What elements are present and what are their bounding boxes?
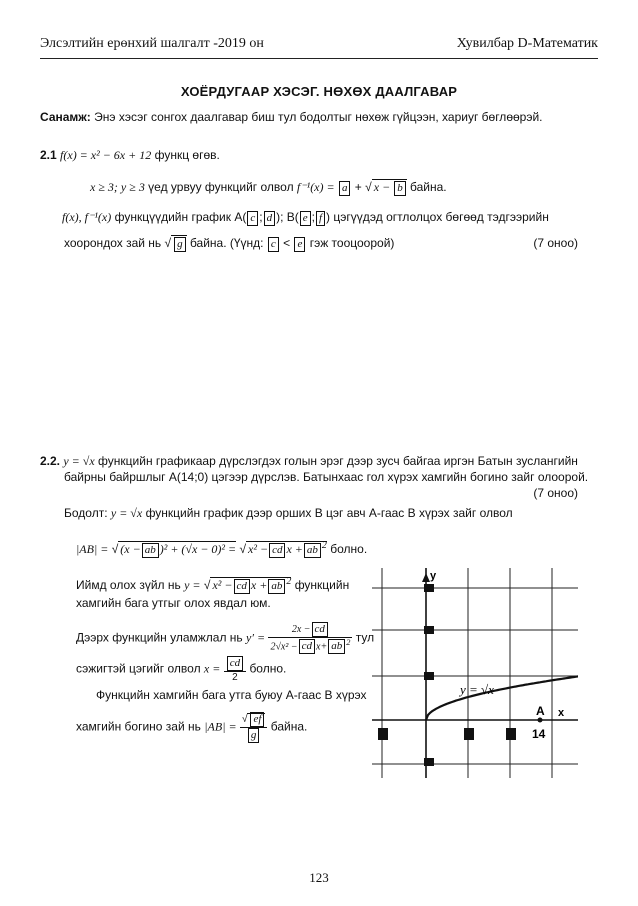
p22-line1: [40, 454, 578, 469]
p21-line3-fx: f(x), f⁻¹(x): [62, 210, 112, 224]
p22-l3-den-text: 2√x² −: [270, 641, 298, 653]
p22-ab-part2: )² + (√x − 0)² =: [159, 542, 237, 556]
answer-box-ef: ef: [250, 712, 264, 727]
sqrt-sign-l1: √: [203, 578, 211, 592]
p21-func-suffix: функц өгөв.: [154, 148, 220, 162]
p22-l6-den: [240, 728, 267, 743]
answer-box-cd2: cd: [234, 579, 250, 594]
p21-line4-lt: <: [283, 236, 291, 250]
graph-grid: [372, 568, 578, 778]
label-14: 14: [532, 727, 546, 741]
sqrt-curve: [426, 676, 578, 720]
p22-ab-part3: x² −: [248, 542, 269, 556]
p21-line3-text: функцүүдийн график A(: [114, 210, 247, 224]
p21-sqrt-body: [372, 179, 407, 194]
p21-line3: f(x), f⁻¹(x) функцүүдийн график A( c ; d ); B( e ; f ) цэгүүдэд огтлолцох бөгөөд тэдгээрийн: [62, 210, 549, 224]
tick-blocks: [378, 584, 516, 766]
p21-sqrt-text: x −: [373, 180, 391, 194]
p21-sqrt-g: [171, 235, 187, 250]
p22-l6-ab: |AB| =: [204, 719, 237, 734]
p22-l6-text: хамгийн богино зай нь: [76, 719, 201, 734]
label-x: x: [558, 707, 565, 719]
answer-box-ab3: ab: [268, 579, 285, 594]
y-axis-arrow: [422, 573, 430, 582]
p22-ab-lhs: |AB| =: [76, 542, 109, 556]
sqrt-sign-ab2: √: [239, 542, 247, 556]
p22-ab-sqrt2: x² − cd x + ab $^2$: [248, 540, 327, 556]
tick-y4: [424, 758, 434, 766]
p21-cond-text: үед урвуу функцийг олвол: [148, 180, 294, 194]
answer-box-cd4: cd: [299, 639, 315, 654]
p22-ab-part5: болно.: [330, 542, 368, 556]
p21-line4-text: хоорондох зай нь: [64, 236, 162, 250]
p22-ab-part1: (x −: [120, 542, 141, 556]
answer-box-e2: e: [294, 237, 305, 252]
p22-l6-frac: [240, 712, 267, 743]
header-right: Хувилбар D-Математик: [456, 36, 598, 51]
p22-l3-frac: [268, 622, 352, 654]
p22-l4-text: сэжигтэй цэгийг олвол: [76, 661, 201, 676]
p22-l5: Функцийн хамгийн бага утга буюу A-гаас B хүрэх: [96, 688, 367, 702]
p22-l4-frac: [224, 656, 246, 683]
p21-inv: f⁻¹(x) =: [296, 180, 335, 194]
answer-box-g: g: [174, 237, 186, 252]
answer-box-b: b: [394, 181, 406, 196]
p22-y-eq: y = √x: [63, 454, 95, 468]
answer-box-ab4: ab: [328, 639, 345, 654]
tick-y1: [424, 584, 434, 592]
p22-l1: [76, 576, 349, 594]
p21-plus: +: [354, 180, 362, 194]
p21-func: f(x) = x² − 6x + 12: [60, 148, 152, 162]
answer-box-ab2: ab: [304, 543, 321, 558]
answer-box-ab: ab: [142, 543, 159, 558]
tick-x1: [378, 728, 388, 740]
p22-l4-tail: болно.: [249, 661, 287, 676]
label-A: A: [536, 704, 545, 718]
answer-box-d: d: [264, 211, 276, 226]
tick-x3: [506, 728, 516, 740]
tick-y2: [424, 626, 434, 634]
p21-line4: [64, 236, 394, 252]
answer-box-cd3: cd: [312, 622, 328, 637]
p22-l4-x: x =: [203, 661, 221, 676]
p22-ab-part4: x +: [286, 542, 303, 556]
tick-x2: [464, 728, 474, 740]
p21-points: (7 оноо): [533, 236, 578, 250]
p22-l3-y: y′ =: [246, 630, 266, 645]
p22-line2: байрны байршлыг A(14;0) цэгээр дүрслэв. Батынхаас гол хүрэх хамгийн богино зайг олоорой.: [64, 470, 589, 484]
p22-l1-x2: x² −: [212, 578, 233, 592]
p22-l3: [76, 622, 374, 654]
answer-box-a: a: [339, 181, 351, 196]
p21-line4-tail: гэж тооцоорой): [309, 236, 395, 250]
p22-ab-sqrt1: [118, 541, 236, 556]
p22-l4-den: 2: [232, 672, 238, 683]
p21-line2: [90, 180, 447, 196]
p22-l1-tail: функцийн: [294, 578, 350, 592]
p22-l4-num: [224, 656, 246, 672]
p22-number: 2.2.: [40, 454, 61, 468]
point-A: [538, 718, 543, 723]
p22-l3-den: 2√x² − cd x+ ab $^2$: [270, 638, 351, 653]
answer-box-g2: g: [248, 728, 260, 743]
answer-box-e: e: [300, 211, 311, 226]
p22-l1-text: Иймд олох зүйл нь: [76, 578, 181, 592]
sqrt-sign-ab1: √: [111, 542, 119, 556]
p21-number: 2.1: [40, 148, 57, 162]
label-y: y: [430, 570, 437, 582]
p21-suffix1: байна.: [410, 180, 447, 194]
p22-l6: [76, 712, 307, 743]
p22-l3-tail: тул: [355, 630, 375, 645]
section-title: ХОЁРДУГААР ХЭСЭГ. НӨХӨХ ДААЛГАВАР: [180, 84, 458, 99]
note: [40, 110, 543, 124]
sqrt-sign-g: √: [164, 236, 172, 250]
p22-l3-num-text: 2x −: [291, 624, 311, 635]
answer-box-cd5: cd: [227, 656, 243, 671]
answer-box-c: c: [247, 211, 258, 226]
answer-box-c2: c: [268, 237, 279, 252]
p22-sol-y: y = √x: [110, 506, 143, 520]
p22-solution-line: [64, 506, 513, 521]
p21-line1: [40, 148, 220, 163]
p22-sol-label: Бодолт:: [64, 506, 108, 520]
answer-box-f: f: [316, 211, 325, 226]
p21-line3-end: ) цэгүүдэд огтлолцох бөгөөд тэдгээрийн: [326, 210, 549, 224]
p22-l2: хамгийн бага утгыг олох явдал юм.: [76, 596, 271, 610]
header-rule: [40, 58, 598, 59]
sqrt-sign: √: [365, 180, 372, 194]
note-label: Санамж:: [40, 110, 91, 124]
p22-l6-num: √ ef: [240, 712, 267, 728]
p22-l1-y: y =: [184, 578, 201, 592]
p21-line4-end: байна. (Үүнд:: [189, 236, 264, 250]
p22-l3-num: [268, 622, 352, 638]
p22-line1-text: функцийн графикаар дүрслэгдэх голын эрэг дээр зусч байгаа иргэн Батын зуслангийн: [98, 454, 578, 468]
tick-y3: [424, 672, 434, 680]
page-number: 123: [309, 870, 329, 885]
p22-ab-formula: [76, 540, 367, 558]
p22-sol-text: функцийн график дээр орших B цэг авч A-гаас B хүрэх зайг олвол: [145, 506, 513, 520]
p22-points: (7 оноо): [533, 486, 578, 500]
note-text: Энэ хэсэг сонгох даалгавар биш тул бодолтыг нөхөж гүйцээн, хариуг бөглөөрэй.: [94, 110, 543, 124]
p21-cond: x ≥ 3; y ≥ 3: [90, 180, 145, 194]
header-left: Элсэлтийн ерөнхий шалгалт -2019 он: [40, 36, 264, 51]
curve-label: y = √x: [460, 682, 494, 697]
p22-l3-text: Дээрх функцийн уламжлал нь: [76, 630, 243, 645]
p22-l1-xplus: x +: [250, 578, 268, 592]
p21-mid: ); B(: [276, 210, 299, 224]
answer-box-cd: cd: [269, 543, 285, 558]
p22-l4: [76, 656, 286, 683]
p22-l6-tail: байна.: [270, 719, 308, 734]
sqrt-graph: [372, 568, 578, 778]
p22-l1-sqrt: x² − cd x + ab $^2$: [212, 576, 292, 592]
